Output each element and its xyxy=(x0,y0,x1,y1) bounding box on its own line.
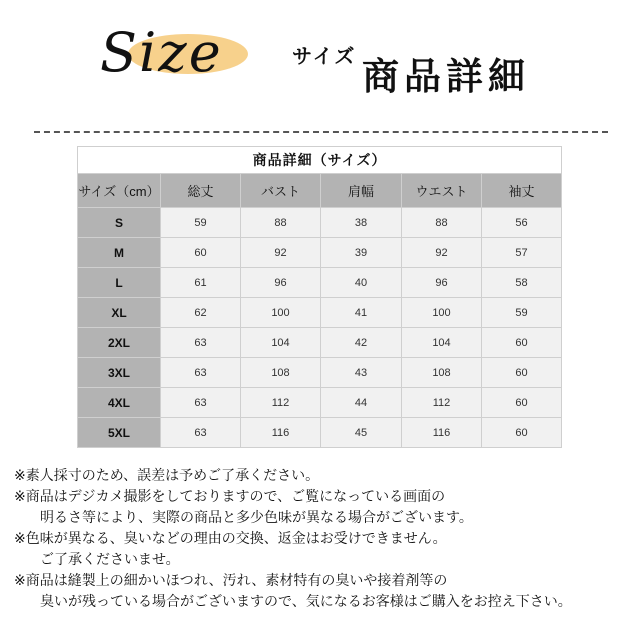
column-header: 総丈 xyxy=(161,174,241,208)
measurement-cell: 112 xyxy=(241,388,321,418)
measurement-cell: 45 xyxy=(321,418,402,448)
measurement-cell: 40 xyxy=(321,268,402,298)
table-row xyxy=(78,328,562,358)
note-line: 臭いが残っている場合がございますので、気になるお客様はご購入をお控え下さい。 xyxy=(40,594,572,610)
table-row xyxy=(78,268,562,298)
column-header: 肩幅 xyxy=(321,174,402,208)
note-line: ※商品は縫製上の細かいほつれ、汚れ、素材特有の臭いや接着剤等の xyxy=(14,573,448,589)
size-label-cell: 4XL xyxy=(78,388,161,418)
measurement-cell: 116 xyxy=(402,418,482,448)
measurement-cell: 100 xyxy=(241,298,321,328)
page-header xyxy=(0,0,640,120)
dashed-divider xyxy=(34,131,608,133)
size-label-cell: 2XL xyxy=(78,328,161,358)
measurement-cell: 60 xyxy=(161,238,241,268)
page-title: 商品詳細 xyxy=(362,55,530,98)
measurement-cell: 58 xyxy=(482,268,562,298)
column-header: ウエスト xyxy=(402,174,482,208)
measurement-cell: 63 xyxy=(161,418,241,448)
table-row xyxy=(78,358,562,388)
note-line: ※素人採寸のため、誤差は予めご了承ください。 xyxy=(14,468,320,484)
note-line: ご了承くださいませ。 xyxy=(40,552,180,568)
measurement-cell: 43 xyxy=(321,358,402,388)
table-header-row xyxy=(78,174,562,208)
column-header: サイズ（cm） xyxy=(78,174,161,208)
measurement-cell: 39 xyxy=(321,238,402,268)
measurement-cell: 62 xyxy=(161,298,241,328)
measurement-cell: 60 xyxy=(482,358,562,388)
column-header: 袖丈 xyxy=(482,174,562,208)
note-line: ※色味が異なる、臭いなどの理由の交換、返金はお受けできません。 xyxy=(14,531,447,547)
notes-section xyxy=(14,466,634,613)
measurement-cell: 60 xyxy=(482,388,562,418)
column-header: バスト xyxy=(241,174,321,208)
table-row xyxy=(78,238,562,268)
measurement-cell: 104 xyxy=(241,328,321,358)
measurement-cell: 116 xyxy=(241,418,321,448)
measurement-cell: 100 xyxy=(402,298,482,328)
table-row xyxy=(78,418,562,448)
measurement-cell: 104 xyxy=(402,328,482,358)
size-script-title: Size xyxy=(100,21,223,84)
measurement-cell: 63 xyxy=(161,388,241,418)
measurement-cell: 92 xyxy=(241,238,321,268)
table-caption: 商品詳細（サイズ） xyxy=(78,147,562,174)
measurement-cell: 96 xyxy=(241,268,321,298)
size-label-cell: M xyxy=(78,238,161,268)
measurement-cell: 108 xyxy=(241,358,321,388)
measurement-cell: 112 xyxy=(402,388,482,418)
measurement-cell: 92 xyxy=(402,238,482,268)
measurement-cell: 63 xyxy=(161,328,241,358)
measurement-cell: 38 xyxy=(321,208,402,238)
measurement-cell: 108 xyxy=(402,358,482,388)
note-line: ※商品はデジカメ撮影をしておりますので、ご覧になっている画面の xyxy=(14,489,446,505)
measurement-cell: 57 xyxy=(482,238,562,268)
measurement-cell: 61 xyxy=(161,268,241,298)
measurement-cell: 88 xyxy=(241,208,321,238)
note-line: 明るさ等により、実際の商品と多少色味が異なる場合がございます。 xyxy=(40,510,473,526)
measurement-cell: 44 xyxy=(321,388,402,418)
measurement-cell: 42 xyxy=(321,328,402,358)
measurement-cell: 60 xyxy=(482,328,562,358)
measurement-cell: 59 xyxy=(161,208,241,238)
size-label-cell: XL xyxy=(78,298,161,328)
size-kana-label: サイズ xyxy=(292,44,357,68)
measurement-cell: 88 xyxy=(402,208,482,238)
size-label-cell: 3XL xyxy=(78,358,161,388)
table-row xyxy=(78,298,562,328)
size-label-cell: 5XL xyxy=(78,418,161,448)
measurement-cell: 63 xyxy=(161,358,241,388)
measurement-cell: 96 xyxy=(402,268,482,298)
measurement-cell: 59 xyxy=(482,298,562,328)
table-row xyxy=(78,388,562,418)
measurement-cell: 56 xyxy=(482,208,562,238)
size-table xyxy=(77,146,562,448)
table-row xyxy=(78,208,562,238)
size-label-cell: L xyxy=(78,268,161,298)
size-label-cell: S xyxy=(78,208,161,238)
measurement-cell: 60 xyxy=(482,418,562,448)
measurement-cell: 41 xyxy=(321,298,402,328)
